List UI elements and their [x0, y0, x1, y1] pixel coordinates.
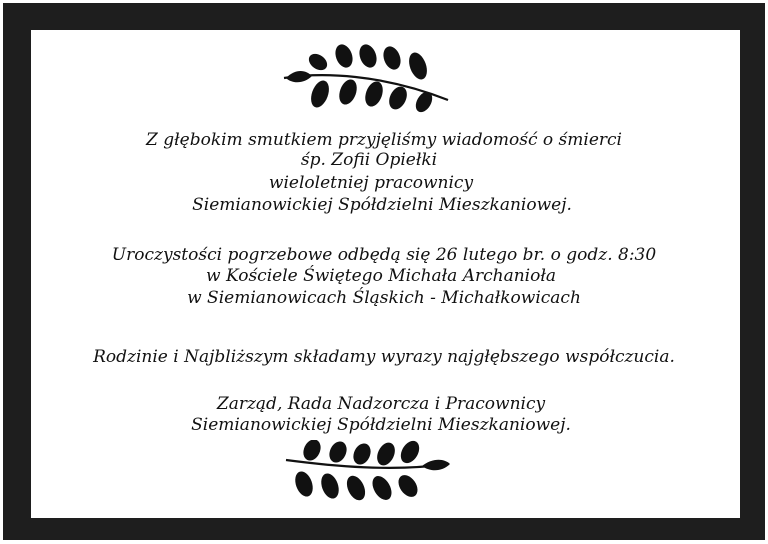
announcement-line-1: Z głębokim smutkiem przyjęliśmy wiadomość o śmierci: [146, 130, 622, 150]
condolences-text: Rodzinie i Najbliższym składamy wyrazy najgłębszego współczucia.: [93, 347, 675, 367]
signature-line-2: Siemianowickiej Spółdzielni Mieszkaniowej.: [191, 415, 571, 435]
signature-line-1: Zarząd, Rada Nadzorcza i Pracownicy: [216, 394, 546, 414]
laurel-branch-icon: [282, 440, 452, 506]
ceremony-line-1: Uroczystości pogrzebowe odbędą się 26 lutego br. o godz. 8:30: [111, 245, 657, 265]
ceremony-line-2: w Kościele Świętego Michała Archanioła: [206, 266, 556, 286]
announcement-line-4: Siemianowickiej Spółdzielni Mieszkaniowej.: [192, 195, 572, 215]
ceremony-line-3: w Siemianowicach Śląskich - Michałkowicach: [187, 288, 581, 308]
announcement-line-3: wieloletniej pracownicy: [268, 173, 474, 193]
announcement-deceased-name: śp. Zofii Opiełki: [300, 150, 438, 170]
laurel-branch-icon: [282, 44, 452, 116]
